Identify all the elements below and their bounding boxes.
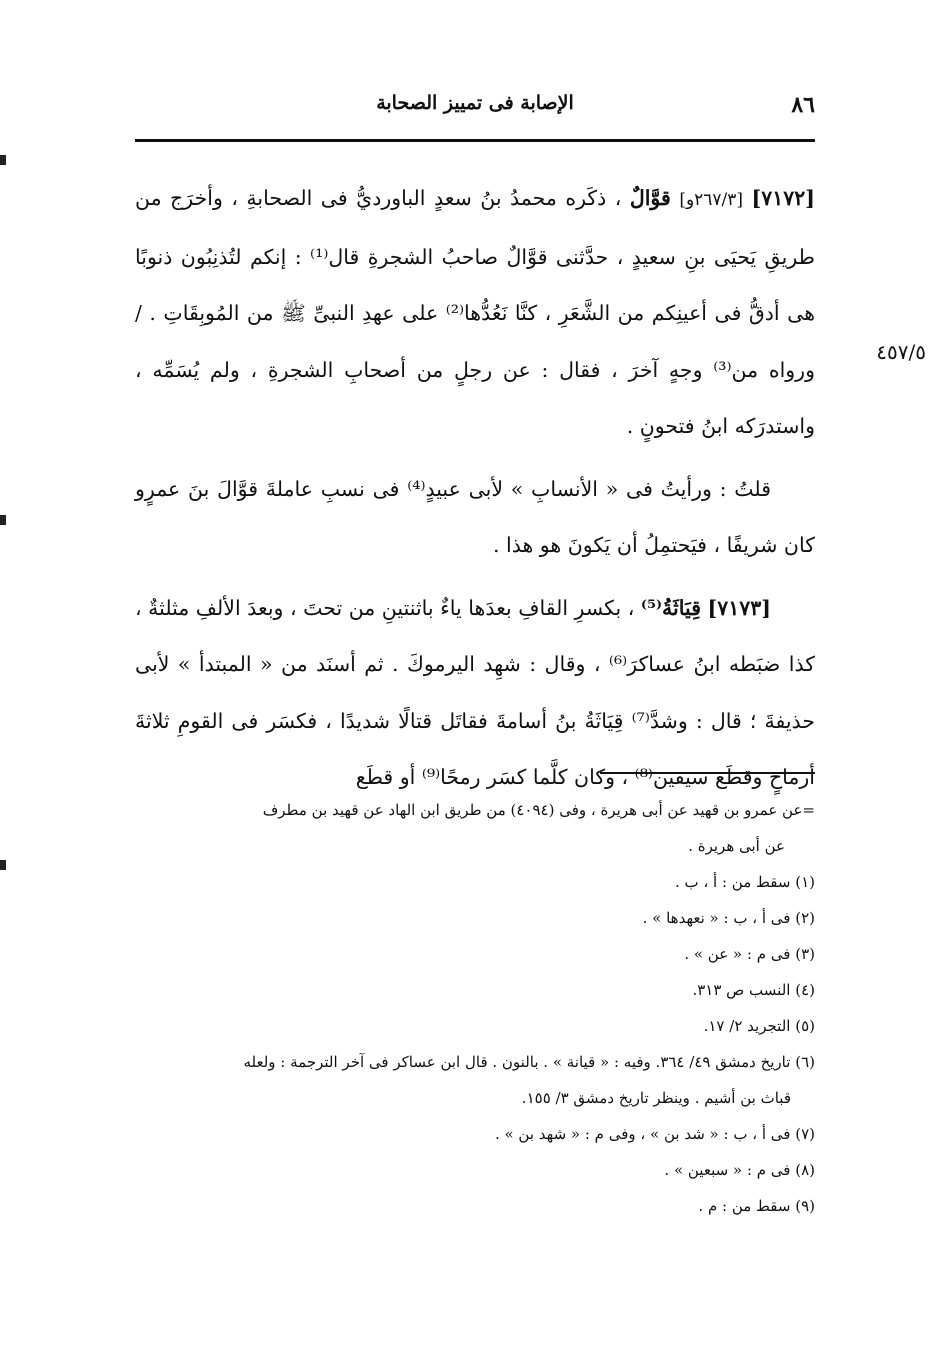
entry-headword: قوَّالٌ: [629, 186, 671, 210]
footnote-number: (٩): [795, 1197, 815, 1215]
footnote: [135, 1008, 815, 1044]
footnote-text: قباث بن أشيم . وينظر تاريخ دمشق ٣/ ١٥٥.: [521, 1089, 791, 1107]
volume-reference: [٢٦٧/٣و]: [679, 190, 744, 210]
footnote-number: (٣): [795, 945, 815, 963]
running-header: [135, 92, 815, 124]
footnote: [135, 900, 815, 936]
comment-paragraph: [135, 461, 815, 574]
footnote: [135, 1116, 815, 1152]
footnote-text: عن عمرو بن قهيد عن أبى هريرة ، وفى (٤٠٩٤) من طريق ابن الهاد عن قهيد بن مطرف: [262, 801, 803, 819]
footnote-number: (٦): [795, 1053, 815, 1071]
footnotes: [135, 792, 815, 1224]
footnote-number: (٢): [795, 909, 815, 927]
footnote-number: (٥): [795, 1017, 815, 1035]
header-rule: [135, 139, 815, 142]
footnote-number: (٨): [795, 1161, 815, 1179]
footnote-text: فى م : « عن » .: [684, 945, 791, 963]
footnote: [135, 792, 815, 828]
entry-text: ، بكسرِ القافِ بعدَها ياءٌ باثنتينِ من تحتَ ، وبعدَ الألفِ مثلثةٌ ، كذا ضبَطه ابنُ عساكرَ⁽⁶⁾ ، وقال : شهِد اليرموكَ . ثم أسنَد من « المبتدأ » لأبى حذيفةَ ؛ قال : وشدَّ⁽⁷⁾ قِيَاثَةُ بنُ أسامةَ فقاتَل قتالًا شديدًا ، فكسَر فى القومِ ثلاثةَ أرماحٍ وقطَع سيفين⁽⁸⁾ ، وكان كلَّما كسَر رمحًا⁽⁹⁾ أو قطَع: [135, 595, 815, 789]
footnote-number: (٧): [795, 1125, 815, 1143]
scan-edge-mark: [0, 155, 6, 165]
footnote-text: التجريد ٢/ ١٧.: [703, 1017, 791, 1035]
entry-number: [٧١٧٣]: [707, 595, 771, 620]
running-title: الإصابة فى تمييز الصحابة: [376, 92, 574, 114]
entry-paragraph: [135, 170, 815, 455]
scan-edge-mark: [0, 515, 6, 525]
margin-reference: ٤٥٧/٥: [876, 340, 926, 364]
footnote-text: فى م : « سبعين » .: [664, 1161, 791, 1179]
footnote: [135, 972, 815, 1008]
footnote: [135, 936, 815, 972]
entry-headword: قِيَاثَةُ⁽⁵⁾: [640, 595, 701, 620]
footnote-text: فى أ ، ب : « شد بن » ، وفى م : « شهد بن » .: [494, 1125, 791, 1143]
footnote-number: (٤): [795, 981, 815, 999]
footnote-text: تاريخ دمشق ٤٩/ ٣٦٤. وفيه : « قيانة » . بالنون . قال ابن عساكر فى آخر الترجمة : ولعله: [243, 1053, 791, 1071]
footnote-continuation: [135, 1080, 815, 1116]
entry-text: ، ذكَره محمدُ بنُ سعدٍ الباورديُّ فى الصحابةِ ، وأخرَج من طريقِ يَحيَى بنِ سعيدٍ ، حدَّثنى قوَّالٌ صاحبُ الشجرةِ قال⁽¹⁾ : إنكم لتُذنِبُون ذنوبًا هى أدقُّ فى أعينِكم من الشَّعَرِ ، كنَّا نَعُدُّها⁽²⁾ على عهدِ النبىِّ ﷺ من المُوبِقَاتِ . / ورواه من⁽³⁾ وجهٍ آخرَ ، فقال : عن رجلٍ من أصحابِ الشجرةِ ، ولم يُسَمِّه ، واستدرَكه ابنُ فتحونٍ .: [135, 186, 815, 438]
footnote: [135, 1044, 815, 1080]
footnote-separator: [600, 772, 815, 774]
footnote-continuation: [135, 828, 815, 864]
page-number: ٨٦: [791, 92, 815, 118]
footnote-number: (١): [795, 873, 815, 891]
comment-text: قلتُ : ورأيتُ فى « الأنسابِ » لأبى عبيدٍ⁽⁴⁾ فى نسبِ عاملةَ قوَّالَ بنَ عمرٍو كان شريفًا ، فيَحتمِلُ أن يَكونَ هو هذا .: [135, 476, 815, 557]
footnote: [135, 1152, 815, 1188]
entry-number: [٧١٧٢]: [751, 186, 815, 210]
scan-edge-mark: [0, 860, 6, 870]
footnote: [135, 1188, 815, 1224]
main-text: [135, 170, 815, 806]
footnote-text: سقط من : أ ، ب .: [675, 873, 791, 891]
footnote: [135, 864, 815, 900]
footnote-text: عن أبى هريرة .: [688, 837, 785, 855]
footnote-number: =: [802, 801, 815, 819]
footnote-text: النسب ص ٣١٣.: [692, 981, 791, 999]
footnote-text: فى أ ، ب : « نعهدها » .: [642, 909, 791, 927]
footnote-text: سقط من : م .: [698, 1197, 791, 1215]
